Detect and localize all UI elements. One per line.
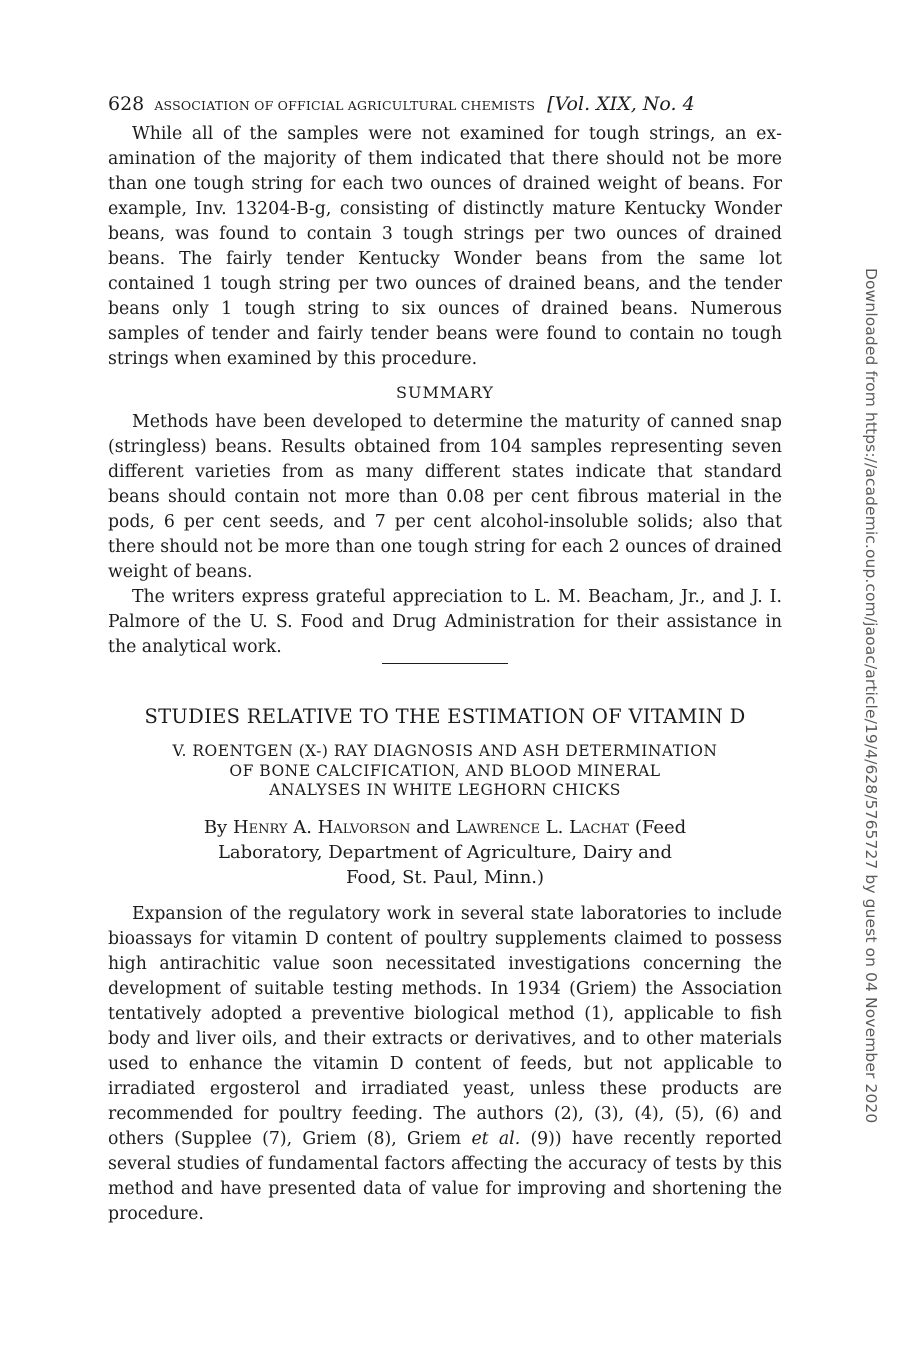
- author-name: Henry A. Halvorson: [232, 816, 411, 838]
- byline-by: By: [203, 816, 228, 838]
- subtitle-line: ANALYSES IN WHITE LEGHORN CHICKS: [269, 781, 621, 799]
- page-number: 628: [108, 93, 145, 115]
- affiliation: (Feed: [634, 816, 687, 838]
- summary-paragraph: Methods have been developed to determine the maturity of canned snap (stringless) beans. Results obtained from 104 samples representing seven different varieties from as many different states indicate that standard beans should contain not more than 0.08 per cent fibrous material in the pods, 6 per cent seeds, and 7 per cent alcohol-insoluble solids; also that there should not be more than one tough string for each 2 ounces of drained weight of beans.: [108, 412, 782, 582]
- article-subtitle: [108, 742, 782, 801]
- byline-and: and: [416, 816, 450, 838]
- summary-heading: SUMMARY: [396, 383, 494, 402]
- article-body-paragraph: [108, 902, 782, 1227]
- article-title: STUDIES RELATIVE TO THE ESTIMATION OF VITAMIN D: [144, 705, 746, 728]
- subtitle-line: V. ROENTGEN (X-) RAY DIAGNOSIS AND ASH DETERMINATION: [172, 742, 718, 760]
- download-stamp: Downloaded from https://academic.oup.com/jaoac/article/19/4/628/5765727 by guest on 04 November 2020: [862, 268, 880, 1124]
- et-al: et al.: [471, 1128, 521, 1149]
- body-text: (9)) have recently reported several studies of fundamental factors affecting the accuracy of tests by this method and have presented data of value for improving and shortening the procedure.: [108, 1128, 782, 1224]
- intro-paragraph: While all of the samples were not examined for tough strings, an examination of the majority of them indicated that there should not be more than one tough string for each two ounces of drained weight of beans. For example, Inv. 13204-B-g, consisting of distinctly mature Kentucky Wonder beans, was found to contain 3 tough strings per two ounces of drained beans. The fairly tender Kentucky Wonder beans from the same lot contained 1 tough string per two ounces of drained beans, and the tender beans only 1 tough string to six ounces of drained beans. Numerous samples of tender and fairly tender beans were found to contain no tough strings when examined by this procedure.: [108, 124, 782, 369]
- body-text: Expansion of the regulatory work in several state laboratories to include bioassays for vitamin D content of poultry supplements claimed to possess high antirachitic value soon necessitated investigations concerning the development of suitable testing methods. In 1934 (Griem) the Association tentatively adopted a preventive biological method (1), applicable to fish body and liver oils, and their extracts or derivatives, and to other materials used to enhance the vitamin D content of feeds, but not applicable to irradiated ergosterol and irradiated yeast, unless these products are recommended for poultry feeding. The authors (2), (3), (4), (5), (6) and others (Supplee (7), Griem (8), Griem: [108, 903, 782, 1149]
- running-head: [108, 92, 782, 122]
- affiliation: Laboratory, Department of Agriculture, Dairy and: [217, 841, 673, 863]
- acknowledgement-paragraph: The writers express grateful appreciation to L. M. Beacham, Jr., and J. I. Palmore of the U. S. Food and Drug Administration for their assistance in the analytical work.: [108, 587, 782, 657]
- author-name: Lawrence L. Lachat: [455, 816, 630, 838]
- journal-title: ASSOCIATION OF OFFICIAL AGRICULTURAL CHEMISTS: [154, 98, 536, 113]
- section-divider: [382, 663, 508, 664]
- affiliation: Food, St. Paul, Minn.): [345, 866, 545, 888]
- volume-issue: [Vol. XIX, No. 4: [547, 93, 695, 115]
- byline: [108, 815, 782, 890]
- subtitle-line: OF BONE CALCIFICATION, AND BLOOD MINERAL: [229, 761, 661, 780]
- page-content: [108, 92, 782, 1227]
